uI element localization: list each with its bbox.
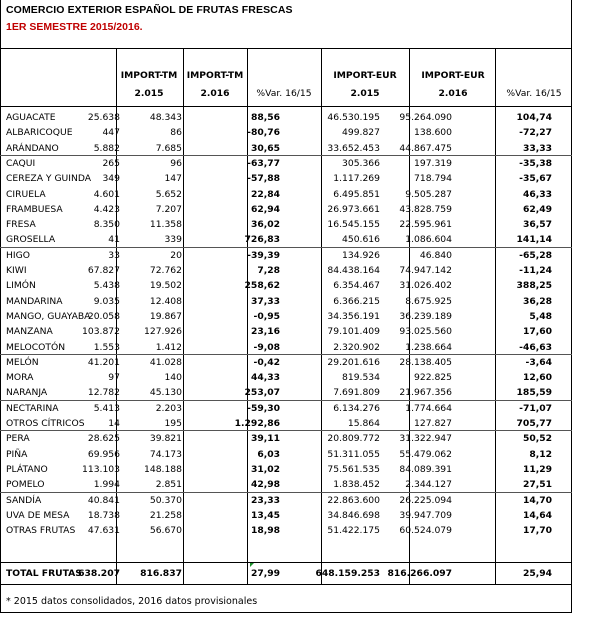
var-eur-cell: 17,60 — [522, 326, 552, 338]
table-row — [0, 340, 600, 355]
product-name-cell: SANDÍA — [6, 494, 42, 506]
total-import-tm-2016: 816.837 — [140, 568, 182, 579]
import-eur-2016-cell: 46.840 — [419, 249, 452, 261]
import-tm-2016-cell: 39.821 — [149, 433, 182, 445]
import-tm-2015-cell: 1.553 — [93, 341, 120, 353]
var-tm-cell: 39,11 — [250, 433, 280, 445]
header-import-tm-2015-year: 2.015 — [134, 88, 164, 99]
import-tm-2016-cell: 11.358 — [149, 219, 182, 231]
import-eur-2015-cell: 51.311.055 — [327, 448, 380, 460]
var-eur-cell: 27,51 — [522, 479, 552, 491]
import-eur-2015-cell: 6.354.467 — [333, 280, 380, 292]
import-tm-2015-cell: 349 — [102, 173, 120, 185]
table-row — [0, 401, 600, 416]
var-tm-cell: -63,77 — [247, 157, 280, 169]
table-row — [0, 171, 600, 186]
var-tm-cell: -59,30 — [247, 402, 280, 414]
product-name-cell: CAQUI — [6, 157, 36, 169]
var-tm-cell: -57,88 — [247, 173, 280, 185]
var-eur-cell: 50,52 — [522, 433, 552, 445]
import-eur-2015-cell: 2.320.902 — [333, 341, 380, 353]
import-eur-2016-cell: 1.774.664 — [405, 402, 452, 414]
import-eur-2016-cell: 127.827 — [414, 418, 452, 429]
table-row — [0, 278, 600, 293]
table-row — [0, 263, 600, 278]
product-name-cell: OTRAS FRUTAS — [6, 525, 76, 537]
import-eur-2016-cell: 28.138.405 — [399, 356, 452, 368]
total-label: TOTAL FRUTAS — [6, 568, 82, 579]
import-tm-2015-cell: 97 — [108, 372, 120, 384]
import-eur-2015-cell: 1.117.269 — [333, 173, 380, 185]
import-eur-2015-cell: 26.973.661 — [327, 203, 380, 215]
import-tm-2015-cell: 33 — [108, 249, 120, 261]
table-row — [0, 477, 600, 492]
product-name-cell: PIÑA — [6, 448, 28, 460]
var-tm-cell: 6,03 — [257, 448, 280, 460]
product-name-cell: LIMÓN — [6, 280, 36, 292]
var-eur-cell: 185,59 — [516, 387, 552, 399]
product-name-cell: MANZANA — [6, 326, 53, 338]
import-tm-2015-cell: 1.994 — [93, 479, 120, 491]
var-tm-cell: 22,84 — [250, 188, 280, 200]
import-tm-2016-cell: 127.926 — [144, 326, 182, 338]
import-eur-2016-cell: 31.026.402 — [399, 280, 452, 292]
import-tm-2015-cell: 5.413 — [93, 402, 120, 414]
import-eur-2015-cell: 7.691.809 — [333, 387, 380, 399]
import-tm-2015-cell: 41 — [108, 234, 120, 246]
var-tm-cell: -9,08 — [253, 341, 280, 353]
import-tm-2016-cell: 1.412 — [155, 341, 182, 353]
import-tm-2015-cell: 103.872 — [82, 326, 120, 338]
import-tm-2016-cell: 195 — [164, 418, 182, 429]
import-tm-2015-cell: 8.350 — [93, 219, 120, 231]
product-name-cell: PLÁTANO — [6, 463, 48, 475]
import-eur-2015-cell: 51.422.175 — [327, 525, 380, 537]
product-name-cell: AGUACATE — [6, 112, 56, 123]
import-tm-2016-cell: 5.652 — [155, 188, 182, 200]
import-eur-2016-cell: 22.595.961 — [399, 219, 452, 231]
header-var-eur: %Var. 16/15 — [506, 88, 562, 99]
product-name-cell: KIWI — [6, 265, 27, 276]
import-eur-2016-cell: 60.524.079 — [399, 525, 452, 537]
import-eur-2015-cell: 75.561.535 — [327, 463, 380, 475]
import-eur-2016-cell: 93.025.560 — [399, 326, 452, 338]
table-row — [0, 110, 600, 125]
header-import-eur-2016: IMPORT-EUR — [421, 70, 485, 81]
import-tm-2015-cell: 69.956 — [87, 448, 120, 460]
import-tm-2015-cell: 20.058 — [87, 310, 120, 322]
import-eur-2016-cell: 1.238.664 — [405, 341, 452, 353]
table-row — [0, 232, 600, 247]
table-row — [0, 462, 600, 477]
import-eur-2015-cell: 6.134.276 — [333, 402, 380, 414]
grid-line — [0, 106, 572, 107]
table-row — [0, 294, 600, 309]
import-eur-2016-cell: 197.319 — [414, 157, 452, 169]
import-eur-2015-cell: 1.838.452 — [333, 479, 380, 491]
header-import-tm-2016: IMPORT-TM — [186, 70, 244, 81]
import-eur-2015-cell: 79.101.409 — [327, 326, 380, 338]
import-tm-2015-cell: 14 — [108, 418, 120, 429]
product-name-cell: MELOCOTÓN — [6, 341, 66, 353]
import-tm-2016-cell: 21.258 — [149, 509, 182, 521]
product-name-cell: UVA DE MESA — [6, 509, 70, 521]
table-row — [0, 248, 600, 263]
table-row — [0, 156, 600, 171]
product-name-cell: MORA — [6, 372, 34, 384]
total-import-eur-2016: 816.266.097 — [387, 568, 452, 579]
import-tm-2015-cell: 18.738 — [87, 509, 120, 521]
table-row — [0, 355, 600, 370]
import-tm-2015-cell: 9.035 — [93, 295, 120, 307]
import-eur-2016-cell: 36.239.189 — [399, 310, 452, 322]
import-tm-2016-cell: 140 — [164, 372, 182, 384]
var-tm-cell: 44,33 — [250, 372, 280, 384]
import-tm-2016-cell: 96 — [170, 157, 182, 169]
table-row — [0, 523, 600, 538]
table-row — [0, 493, 600, 508]
footnote: * 2015 datos consolidados, 2016 datos provisionales — [6, 596, 258, 607]
import-tm-2015-cell: 447 — [102, 127, 120, 139]
import-tm-2016-cell: 56.670 — [149, 525, 182, 537]
import-eur-2016-cell: 74.947.142 — [399, 265, 452, 276]
import-eur-2015-cell: 22.863.600 — [327, 494, 380, 506]
import-tm-2016-cell: 20 — [170, 249, 182, 261]
var-eur-cell: -11,24 — [519, 265, 552, 276]
var-eur-cell: 11,29 — [522, 463, 552, 475]
var-tm-cell: 726,83 — [244, 234, 280, 246]
import-eur-2015-cell: 134.926 — [342, 249, 380, 261]
import-eur-2015-cell: 29.201.616 — [327, 356, 380, 368]
var-eur-cell: 141,14 — [516, 234, 552, 246]
table-row — [0, 385, 600, 400]
import-eur-2016-cell: 922.825 — [414, 372, 452, 384]
import-eur-2015-cell: 305.366 — [342, 157, 380, 169]
grid-line — [0, 562, 572, 563]
import-eur-2015-cell: 6.495.851 — [333, 188, 380, 200]
table-row — [0, 309, 600, 324]
import-eur-2016-cell: 55.479.062 — [399, 448, 452, 460]
product-name-cell: PERA — [6, 433, 30, 445]
product-name-cell: MANDARINA — [6, 295, 63, 307]
table-row — [0, 202, 600, 217]
import-tm-2016-cell: 19.502 — [149, 280, 182, 292]
import-eur-2016-cell: 43.828.759 — [399, 203, 452, 215]
grid-line — [0, 48, 572, 49]
import-tm-2016-cell: 41.028 — [149, 356, 182, 368]
import-tm-2016-cell: 2.851 — [155, 479, 182, 491]
product-name-cell: HIGO — [6, 249, 30, 261]
import-tm-2016-cell: 339 — [164, 234, 182, 246]
table-row — [0, 125, 600, 140]
product-name-cell: MANGO, GUAYABA — [6, 310, 91, 322]
var-eur-cell: 104,74 — [516, 112, 552, 123]
var-eur-cell: -71,07 — [519, 402, 552, 414]
import-eur-2015-cell: 34.356.191 — [327, 310, 380, 322]
var-tm-cell: 88,56 — [250, 112, 280, 123]
import-tm-2016-cell: 148.188 — [144, 463, 182, 475]
var-tm-cell: -0,95 — [253, 310, 280, 322]
import-eur-2016-cell: 44.867.475 — [399, 142, 452, 154]
product-name-cell: CIRUELA — [6, 188, 46, 200]
import-eur-2016-cell: 39.947.709 — [399, 509, 452, 521]
var-tm-cell: 258,62 — [244, 280, 280, 292]
var-eur-cell: -35,67 — [519, 173, 552, 185]
var-tm-cell: 62,94 — [250, 203, 280, 215]
import-tm-2015-cell: 265 — [102, 157, 120, 169]
grid-line — [0, 584, 572, 585]
import-tm-2016-cell: 12.408 — [149, 295, 182, 307]
var-tm-cell: -0,42 — [253, 356, 280, 368]
header-import-eur-2015-year: 2.015 — [350, 88, 380, 99]
product-name-cell: MELÓN — [6, 356, 39, 368]
var-tm-cell: 36,02 — [250, 219, 280, 231]
var-tm-cell: 253,07 — [244, 387, 280, 399]
product-name-cell: FRAMBUESA — [6, 203, 63, 215]
import-tm-2016-cell: 50.370 — [149, 494, 182, 506]
import-tm-2016-cell: 2.203 — [155, 402, 182, 414]
import-tm-2015-cell: 25.638 — [87, 112, 120, 123]
import-tm-2015-cell: 12.782 — [87, 387, 120, 399]
var-tm-cell: 1.292,86 — [234, 418, 280, 429]
product-name-cell: POMELO — [6, 479, 45, 491]
import-tm-2016-cell: 86 — [170, 127, 182, 139]
table-row — [0, 187, 600, 202]
import-eur-2015-cell: 84.438.164 — [327, 265, 380, 276]
import-tm-2016-cell: 72.762 — [149, 265, 182, 276]
import-tm-2015-cell: 113.103 — [82, 463, 120, 475]
var-eur-cell: 33,33 — [522, 142, 552, 154]
import-eur-2016-cell: 718.794 — [414, 173, 452, 185]
import-tm-2016-cell: 7.207 — [155, 203, 182, 215]
var-eur-cell: -65,28 — [519, 249, 552, 261]
total-row — [0, 566, 600, 581]
var-eur-cell: -35,38 — [519, 157, 552, 169]
import-eur-2016-cell: 2.344.127 — [405, 479, 452, 491]
header-var-tm: %Var. 16/15 — [256, 88, 312, 99]
var-tm-cell: 31,02 — [250, 463, 280, 475]
product-name-cell: ARÁNDANO — [6, 142, 59, 154]
var-tm-cell: 13,45 — [250, 509, 280, 521]
import-eur-2016-cell: 21.967.356 — [399, 387, 452, 399]
table-title: COMERCIO EXTERIOR ESPAÑOL DE FRUTAS FRESCAS — [6, 4, 293, 16]
var-tm-cell: -80,76 — [247, 127, 280, 139]
total-import-eur-2015: 648.159.253 — [315, 568, 380, 579]
import-eur-2015-cell: 819.534 — [342, 372, 380, 384]
product-name-cell: FRESA — [6, 219, 36, 231]
import-tm-2016-cell: 74.173 — [149, 448, 182, 460]
var-eur-cell: 36,28 — [522, 295, 552, 307]
comment-marker-icon — [250, 563, 254, 567]
import-eur-2016-cell: 1.086.604 — [405, 234, 452, 246]
table-subtitle: 1ER SEMESTRE 2015/2016. — [6, 21, 143, 33]
var-eur-cell: -72,27 — [519, 127, 552, 139]
import-tm-2016-cell: 19.867 — [149, 310, 182, 322]
var-eur-cell: 36,57 — [522, 219, 552, 231]
import-eur-2015-cell: 20.809.772 — [327, 433, 380, 445]
var-tm-cell: 23,16 — [250, 326, 280, 338]
import-tm-2016-cell: 7.685 — [155, 142, 182, 154]
import-eur-2015-cell: 46.530.195 — [327, 112, 380, 123]
var-eur-cell: 17,70 — [522, 525, 552, 537]
import-eur-2016-cell: 26.225.094 — [399, 494, 452, 506]
table-row — [0, 141, 600, 156]
var-eur-cell: 14,64 — [522, 509, 552, 521]
var-tm-cell: 7,28 — [257, 265, 280, 276]
var-eur-cell: 12,60 — [522, 372, 552, 384]
import-eur-2015-cell: 450.616 — [342, 234, 380, 246]
import-tm-2016-cell: 48.343 — [149, 112, 182, 123]
var-tm-cell: 23,33 — [250, 494, 280, 506]
import-eur-2015-cell: 499.827 — [342, 127, 380, 139]
import-eur-2016-cell: 95.264.090 — [399, 112, 452, 123]
import-tm-2015-cell: 5.438 — [93, 280, 120, 292]
var-eur-cell: 5,48 — [529, 310, 552, 322]
var-tm-cell: 30,65 — [250, 142, 280, 154]
table-row — [0, 447, 600, 462]
total-var-tm: 27,99 — [250, 568, 280, 579]
table-row — [0, 431, 600, 446]
grid-line — [0, 612, 572, 613]
import-eur-2016-cell: 9.505.287 — [405, 188, 452, 200]
total-import-tm-2015: 638.207 — [78, 568, 120, 579]
var-eur-cell: 46,33 — [522, 188, 552, 200]
product-name-cell: OTROS CÍTRICOS — [6, 418, 85, 429]
var-eur-cell: 705,77 — [516, 418, 552, 429]
var-eur-cell: 388,25 — [516, 280, 552, 292]
var-tm-cell: 42,98 — [250, 479, 280, 491]
header-import-eur-2016-year: 2.016 — [438, 88, 468, 99]
import-eur-2015-cell: 16.545.155 — [327, 219, 380, 231]
product-name-cell: NARANJA — [6, 387, 48, 399]
var-eur-cell: 14,70 — [522, 494, 552, 506]
product-name-cell: ALBARICOQUE — [6, 127, 73, 139]
total-var-eur: 25,94 — [522, 568, 552, 579]
header-import-tm-2015: IMPORT-TM — [120, 70, 178, 81]
import-eur-2016-cell: 84.089.391 — [399, 463, 452, 475]
var-eur-cell: 62,49 — [522, 203, 552, 215]
product-name-cell: GROSELLA — [6, 234, 56, 246]
import-tm-2015-cell: 5.882 — [93, 142, 120, 154]
table-row — [0, 416, 600, 431]
import-tm-2015-cell: 41.201 — [87, 356, 120, 368]
import-tm-2015-cell: 67.827 — [87, 265, 120, 276]
product-name-cell: NECTARINA — [6, 402, 59, 414]
product-name-cell: CEREZA Y GUINDA — [6, 173, 92, 185]
var-tm-cell: 37,33 — [250, 295, 280, 307]
import-eur-2015-cell: 6.366.215 — [333, 295, 380, 307]
import-tm-2015-cell: 28.625 — [87, 433, 120, 445]
import-tm-2016-cell: 147 — [164, 173, 182, 185]
import-eur-2016-cell: 138.600 — [414, 127, 452, 139]
header-import-eur-2015: IMPORT-EUR — [333, 70, 397, 81]
var-eur-cell: -3,64 — [525, 356, 552, 368]
import-eur-2015-cell: 34.846.698 — [327, 509, 380, 521]
var-eur-cell: -46,63 — [519, 341, 552, 353]
import-tm-2015-cell: 4.601 — [93, 188, 120, 200]
table-row — [0, 370, 600, 385]
import-tm-2015-cell: 40.841 — [87, 494, 120, 506]
import-tm-2016-cell: 45.130 — [149, 387, 182, 399]
import-eur-2015-cell: 33.652.453 — [327, 142, 380, 154]
import-eur-2015-cell: 15.864 — [347, 418, 380, 429]
table-row — [0, 217, 600, 232]
import-tm-2015-cell: 47.631 — [87, 525, 120, 537]
import-tm-2015-cell: 4.423 — [93, 203, 120, 215]
var-eur-cell: 8,12 — [529, 448, 552, 460]
header-import-tm-2016-year: 2.016 — [200, 88, 230, 99]
var-tm-cell: -39,39 — [247, 249, 280, 261]
import-eur-2016-cell: 31.322.947 — [399, 433, 452, 445]
import-eur-2016-cell: 8.675.925 — [405, 295, 452, 307]
table-row — [0, 324, 600, 339]
table-row — [0, 508, 600, 523]
var-tm-cell: 18,98 — [250, 525, 280, 537]
